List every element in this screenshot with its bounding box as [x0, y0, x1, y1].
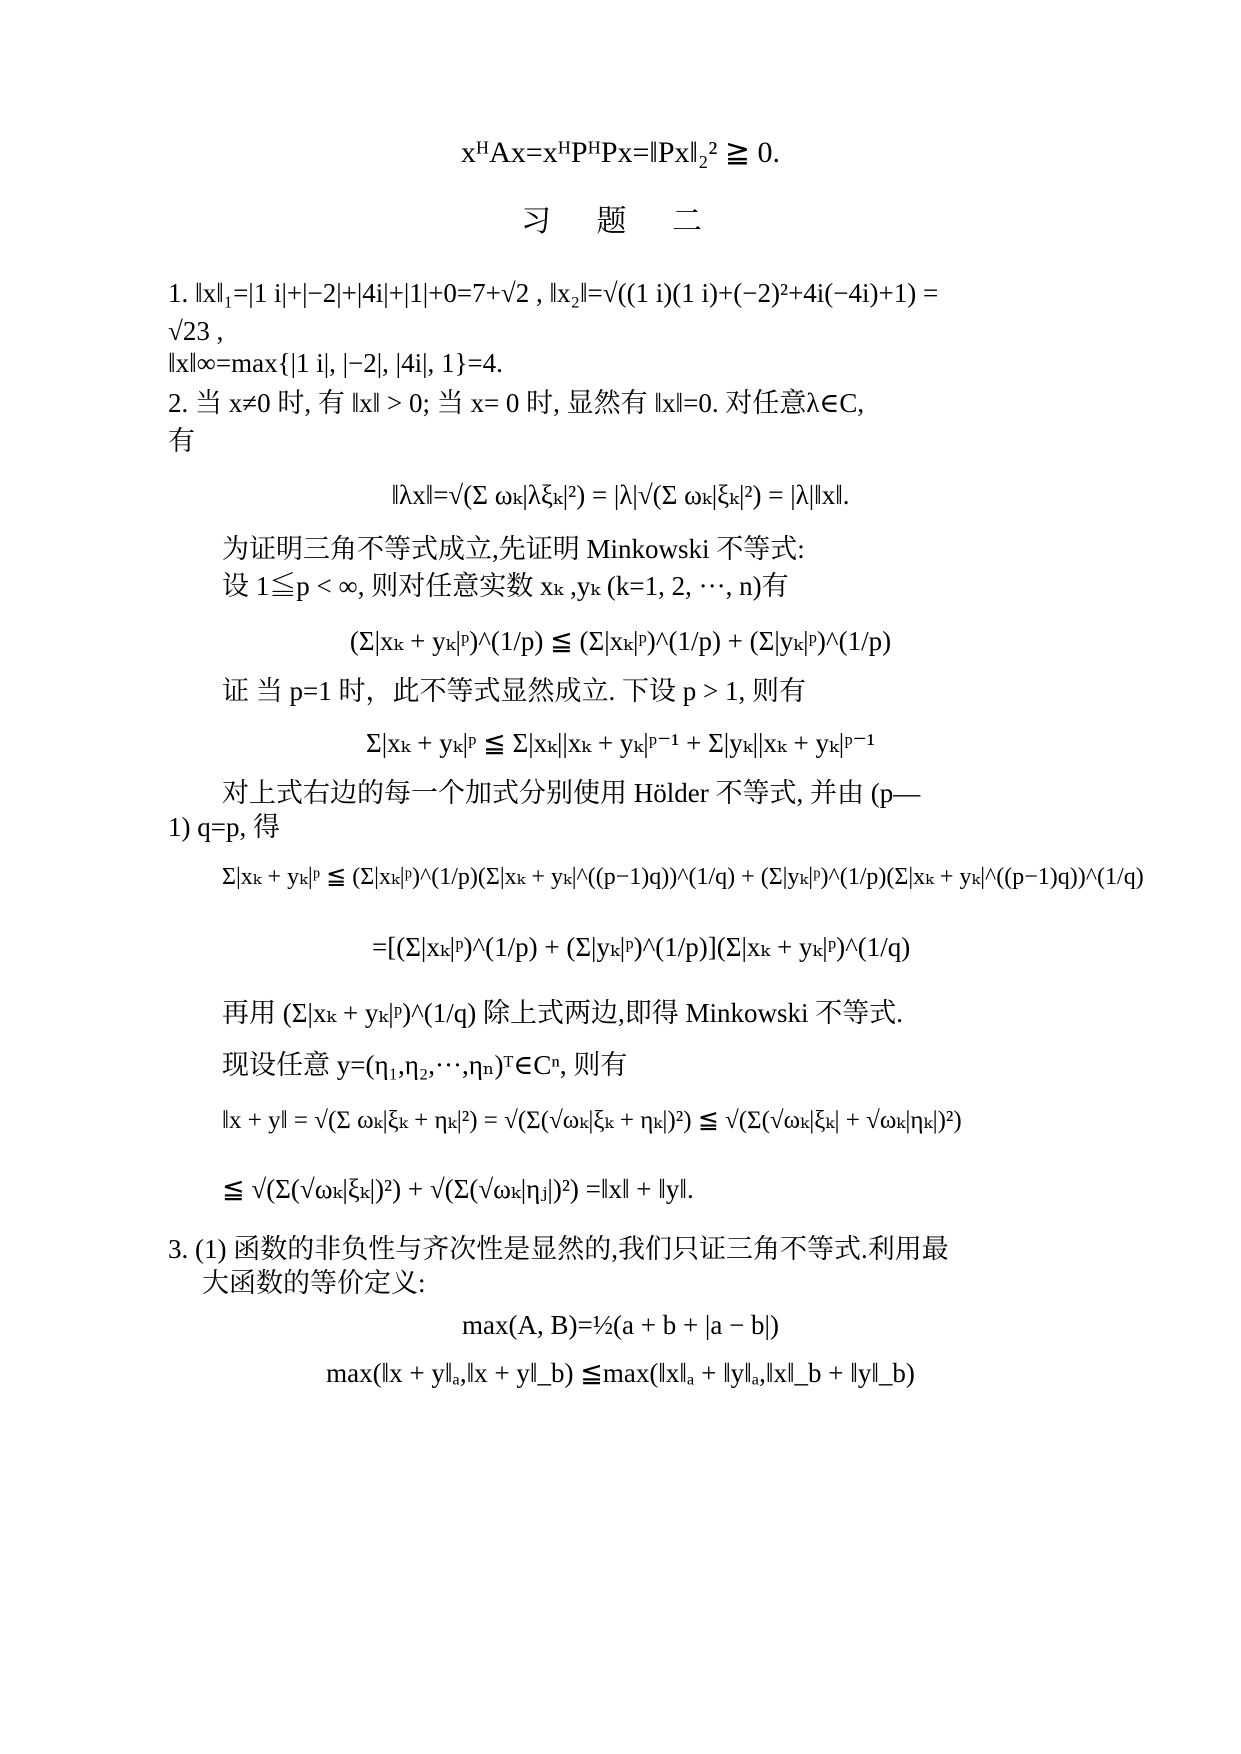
proof-step-3: =[(Σ|xₖ|ᵖ)^(1/p) + (Σ|yₖ|ᵖ)^(1/p)](Σ|xₖ + yₖ|ᵖ)^(1/q): [372, 932, 911, 962]
max-norm-inequality: max(‖x + y‖ₐ,‖x + y‖_b) ≦max(‖x‖ₐ + ‖y‖ₐ,‖x‖_b + ‖y‖_b): [326, 1358, 915, 1388]
proof-conclusion: 再用 (Σ|xₖ + yₖ|ᵖ)^(1/q) 除上式两边,即得 Minkowski 不等式.: [222, 998, 903, 1028]
minkowski-intro: 为证明三角不等式成立,先证明 Minkowski 不等式:: [222, 534, 805, 564]
problem-2-line-2: 有: [168, 426, 195, 456]
triangle-inequality-step-1: ‖x + y‖ = √(Σ ωₖ|ξₖ + ηₖ|²) = √(Σ(√ωₖ|ξₖ + ηₖ|)²) ≦ √(Σ(√ωₖ|ξₖ| + √ωₖ|ηₖ|)²): [222, 1107, 962, 1134]
problem-2-line-1: 2. 当 x≠0 时, 有 ‖x‖ > 0; 当 x= 0 时, 显然有 ‖x‖=0. 对任意λ∈C,: [168, 388, 865, 418]
holder-note-line-1: 对上式右边的每一个加式分别使用 Hölder 不等式, 并由 (p—: [222, 778, 921, 808]
proof-step-2: Σ|xₖ + yₖ|ᵖ ≦ (Σ|xₖ|ᵖ)^(1/p)(Σ|xₖ + yₖ|^((p−1)q))^(1/q) + (Σ|yₖ|ᵖ)^(1/p)(Σ|xₖ + yₖ|^((p−1)q))^(1/q): [222, 864, 1144, 890]
vector-y-definition: 现设任意 y=(η₁,η₂,···,ηₙ)ᵀ∈Cⁿ, 则有: [222, 1050, 628, 1080]
proof-step-1: Σ|xₖ + yₖ|ᵖ ≦ Σ|xₖ||xₖ + yₖ|ᵖ⁻¹ + Σ|yₖ||xₖ + yₖ|ᵖ⁻¹: [366, 728, 875, 758]
minkowski-inequality: (Σ|xₖ + yₖ|ᵖ)^(1/p) ≦ (Σ|xₖ|ᵖ)^(1/p) + (Σ|yₖ|ᵖ)^(1/p): [349, 626, 892, 656]
max-definition: max(A, B)=½(a + b + |a − b|): [462, 1310, 779, 1340]
triangle-inequality-step-2: ≦ √(Σ(√ωₖ|ξₖ|)²) + √(Σ(√ωₖ|ηⱼ|)²) =‖x‖ + ‖y‖.: [222, 1174, 694, 1204]
problem-3-line-1: 3. (1) 函数的非负性与齐次性是显然的,我们只证三角不等式.利用最: [168, 1234, 949, 1264]
section-heading: 习 题 二: [520, 204, 721, 239]
problem-3-line-2: 大函数的等价定义:: [202, 1268, 426, 1298]
norm-homogeneity-formula: ‖λx‖=√(Σ ωₖ|λξₖ|²) = |λ|√(Σ ωₖ|ξₖ|²) = |λ|‖x‖.: [391, 480, 850, 510]
problem-1-line-1: 1. ‖x‖₁=|1 i|+|−2|+|4i|+|1|+0=7+√2 , ‖x₂‖=√((1 i)(1 i)+(−2)²+4i(−4i)+1) =: [168, 278, 939, 308]
problem-1-line-3: ‖x‖∞=max{|1 i|, |−2|, |4i|, 1}=4.: [168, 348, 503, 378]
proof-start: 证 当 p=1 时，此不等式显然成立. 下设 p > 1, 则有: [222, 676, 806, 706]
minkowski-assumption: 设 1≦p < ∞, 则对任意实数 xₖ ,yₖ (k=1, 2, ···, n)有: [222, 571, 789, 601]
holder-note-line-2: 1) q=p, 得: [168, 812, 280, 842]
problem-1-line-2: √23 ,: [168, 316, 224, 346]
top-formula: xᴴAx=xᴴPᴴPx=‖Px‖₂² ≧ 0.: [460, 136, 781, 169]
